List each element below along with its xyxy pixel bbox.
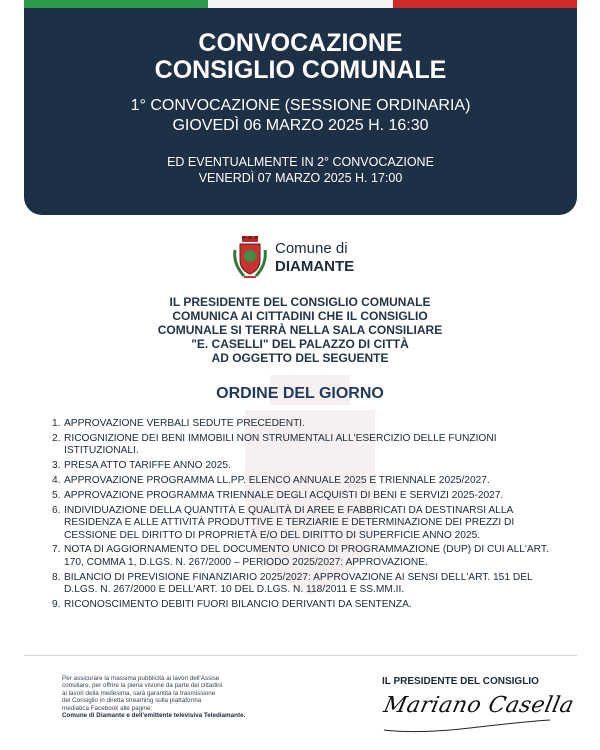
agenda-item-text: APPROVAZIONE VERBALI SEDUTE PRECEDENTI. (64, 418, 305, 429)
agenda-item-number: 3. (52, 460, 61, 472)
announcement-line: COMUNICA AI CITTADINI CHE IL CONSIGLIO (172, 309, 428, 323)
agenda-item (52, 599, 562, 612)
footnote-line: ai lavori della medesima, sarà garantita la trasmissione (62, 689, 216, 697)
agenda-item (52, 475, 562, 488)
agenda-item (52, 544, 562, 569)
agenda-item (52, 505, 562, 543)
second-convocation-date: VENERDÌ 07 MARZO 2025 H. 17:00 (198, 171, 403, 185)
flag-green (24, 0, 208, 8)
agenda-item (52, 572, 562, 597)
footnote-line: Per assicurare la massima pubblicità ai lavori dell'Assise (62, 675, 220, 682)
handwritten-signature: Mariano Casella (381, 693, 577, 718)
flag-red (393, 0, 577, 8)
convocation-header (24, 8, 577, 215)
agenda-item-number: 9. (52, 599, 61, 611)
footer-divider (24, 655, 577, 656)
first-convocation-session: 1° CONVOCAZIONE (SESSIONE ORDINARIA) (130, 97, 471, 114)
announcement (80, 295, 520, 365)
footnote-line: mediatica Facebook alle pagine: (62, 704, 153, 712)
announcement-line: IL PRESIDENTE DEL CONSIGLIO COMUNALE (169, 295, 431, 309)
title-line-1: CONVOCAZIONE (198, 29, 403, 57)
announcement-line: "E. CASELLI" DEL PALAZZO DI CITTÀ (191, 337, 409, 351)
agenda-item (52, 490, 562, 503)
announcement-line: AD OGGETTO DEL SEGUENTE (211, 351, 389, 365)
announcement-line: COMUNALE SI TERRÀ NELLA SALA CONSILIARE (157, 323, 443, 337)
agenda-item-text: APPROVAZIONE PROGRAMMA TRIENNALE DEGLI ACQUISTI DI BENI E SERVIZI 2025-2027. (64, 489, 504, 501)
agenda-item-text: NOTA DI AGGIORNAMENTO DEL DOCUMENTO UNICO DI PROGRAMMAZIONE (DUP) DI CUI ALL'ART. 170, COMMA 1, D.LGS. N. 267/2000 – PERIODO 2025/2027: APPROVAZIONE. (64, 544, 549, 569)
agenda-item-text: APPROVAZIONE PROGRAMMA LL.PP. ELENCO ANNUALE 2025 E TRIENNALE 2025/2027. (64, 474, 490, 486)
agenda-item-text: RICOGNIZIONE DEI BENI IMMOBILI NON STRUMENTALI ALL'ESERCIZIO DELLE FUNZIONI ISTITUZIONALI. (64, 432, 497, 457)
logo-line-2: DIAMANTE (275, 258, 355, 275)
agenda-item (52, 433, 562, 458)
agenda-item (52, 418, 562, 431)
logo-line-1: Comune di (275, 240, 348, 257)
agenda-title: ORDINE DEL GIORNO (216, 385, 384, 402)
streaming-footnote (62, 675, 322, 719)
first-convocation-date: GIOVEDÌ 06 MARZO 2025 H. 16:30 (172, 117, 429, 134)
header-title (24, 30, 577, 84)
agenda-item-number: 6. (52, 504, 61, 516)
title-line-2: CONSIGLIO COMUNALE (154, 56, 447, 84)
municipality-logo (230, 234, 380, 282)
italian-flag-strip (24, 0, 577, 8)
signature-flourish (380, 690, 555, 736)
agenda-item-text: RICONOSCIMENTO DEBITI FUORI BILANCIO DERIVANTI DA SENTENZA. (64, 599, 412, 611)
agenda-item-number: 8. (52, 571, 61, 583)
flag-white (208, 0, 392, 8)
first-convocation (24, 96, 577, 136)
president-title: IL PRESIDENTE DEL CONSIGLIO (382, 676, 539, 687)
footnote-line: consiliare, per offrire la piena visione da parte dei cittadini (62, 682, 223, 690)
second-convocation (24, 154, 577, 186)
agenda-list (52, 418, 562, 614)
agenda-item-number: 2. (52, 432, 61, 444)
agenda-item-text: BILANCIO DI PREVISIONE FINANZIARIO 2025/2027: APPROVAZIONE AI SENSI DELL'ART. 151 DEL D.LGS. N. 267/2000 E DELL'ART. 10 DEL D.LGS. N. 118/2011 E SS.MM.II. (64, 571, 533, 596)
agenda-item-text: INDIVIDUAZIONE DELLA QUANTITÀ E QUALITÀ DI AREE E FABBRICATI DA DESTINARSI ALLA RESIDENZA E ALLE ATTIVITÀ PRODUTTIVE E TERZIARIE E DETERMINAZIONE DEI PREZZI DI CESSIONE DEL DIRITTO DI PROPRIETÀ E/O DEL DIRITTO DI SUPERFICIE ANNO 2025. (64, 504, 515, 541)
agenda-item-number: 4. (52, 474, 61, 486)
agenda-item-text: PRESA ATTO TARIFFE ANNO 2025. (64, 460, 231, 472)
agenda-item-number: 5. (52, 489, 61, 501)
agenda-item-number: 1. (52, 418, 61, 429)
agenda-item (52, 460, 562, 473)
municipal-coat-of-arms-icon (230, 234, 270, 282)
footnote-line: del Consiglio in diretta streaming sulla piattaforma (62, 697, 202, 705)
agenda-item-number: 7. (52, 544, 61, 556)
second-convocation-label: ED EVENTUALMENTE IN 2° CONVOCAZIONE (167, 155, 434, 169)
footnote-pages: Comune di Diamante e dell'emittente televisiva Telediamante. (62, 712, 246, 720)
